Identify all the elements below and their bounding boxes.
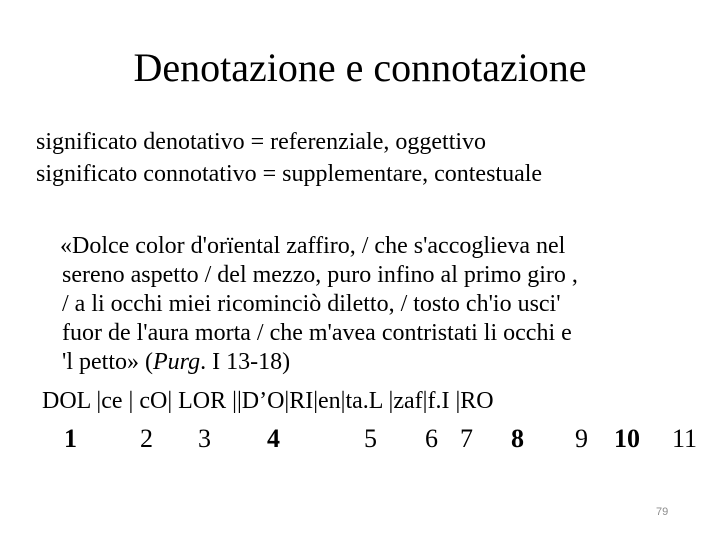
syllable-numbers xyxy=(0,422,720,456)
syllable-scansion: DOL |ce | cO| LOR ||D’O|RI|en|ta.L |zaf|f.I |RO xyxy=(42,388,494,414)
quote-line-5-start: 'l petto» ( xyxy=(62,349,153,375)
syllable-number-1: 1 xyxy=(64,424,77,453)
definition-connotative: significato connotativo = supplementare, contestuale xyxy=(36,161,543,187)
definitions xyxy=(36,126,542,190)
quote-line-3: / a li occhi miei ricominciò diletto, / tosto ch'io usci' xyxy=(62,291,561,317)
dante-quote xyxy=(62,232,712,377)
quote-line-4: fuor de l'aura morta / che m'avea contristati li occhi e xyxy=(62,320,572,346)
syllable-number-10: 10 xyxy=(614,424,640,453)
syllable-number-11: 11 xyxy=(672,424,698,453)
page-number: 79 xyxy=(656,506,669,518)
syllable-number-9: 9 xyxy=(575,424,588,453)
quote-line-1: «Dolce color d'orïental zaffiro, / che s'accoglieva nel xyxy=(60,233,566,259)
quote-line-2: sereno aspetto / del mezzo, puro infino al primo giro , xyxy=(62,262,578,288)
syllable-number-4: 4 xyxy=(267,424,280,453)
quote-source: Purg xyxy=(152,349,201,375)
syllable-number-2: 2 xyxy=(140,424,153,453)
quote-line-5 xyxy=(62,348,712,377)
syllable-number-7: 7 xyxy=(460,424,473,453)
slide-title: Denotazione e connotazione xyxy=(133,45,587,90)
quote-line-5-end: . I 13-18) xyxy=(200,349,291,375)
syllable-number-8: 8 xyxy=(511,424,524,453)
syllable-number-6: 6 xyxy=(425,424,438,453)
syllable-number-5: 5 xyxy=(364,424,377,453)
definition-denotative: significato denotativo = referenziale, oggettivo xyxy=(36,129,487,155)
syllable-number-3: 3 xyxy=(198,424,211,453)
